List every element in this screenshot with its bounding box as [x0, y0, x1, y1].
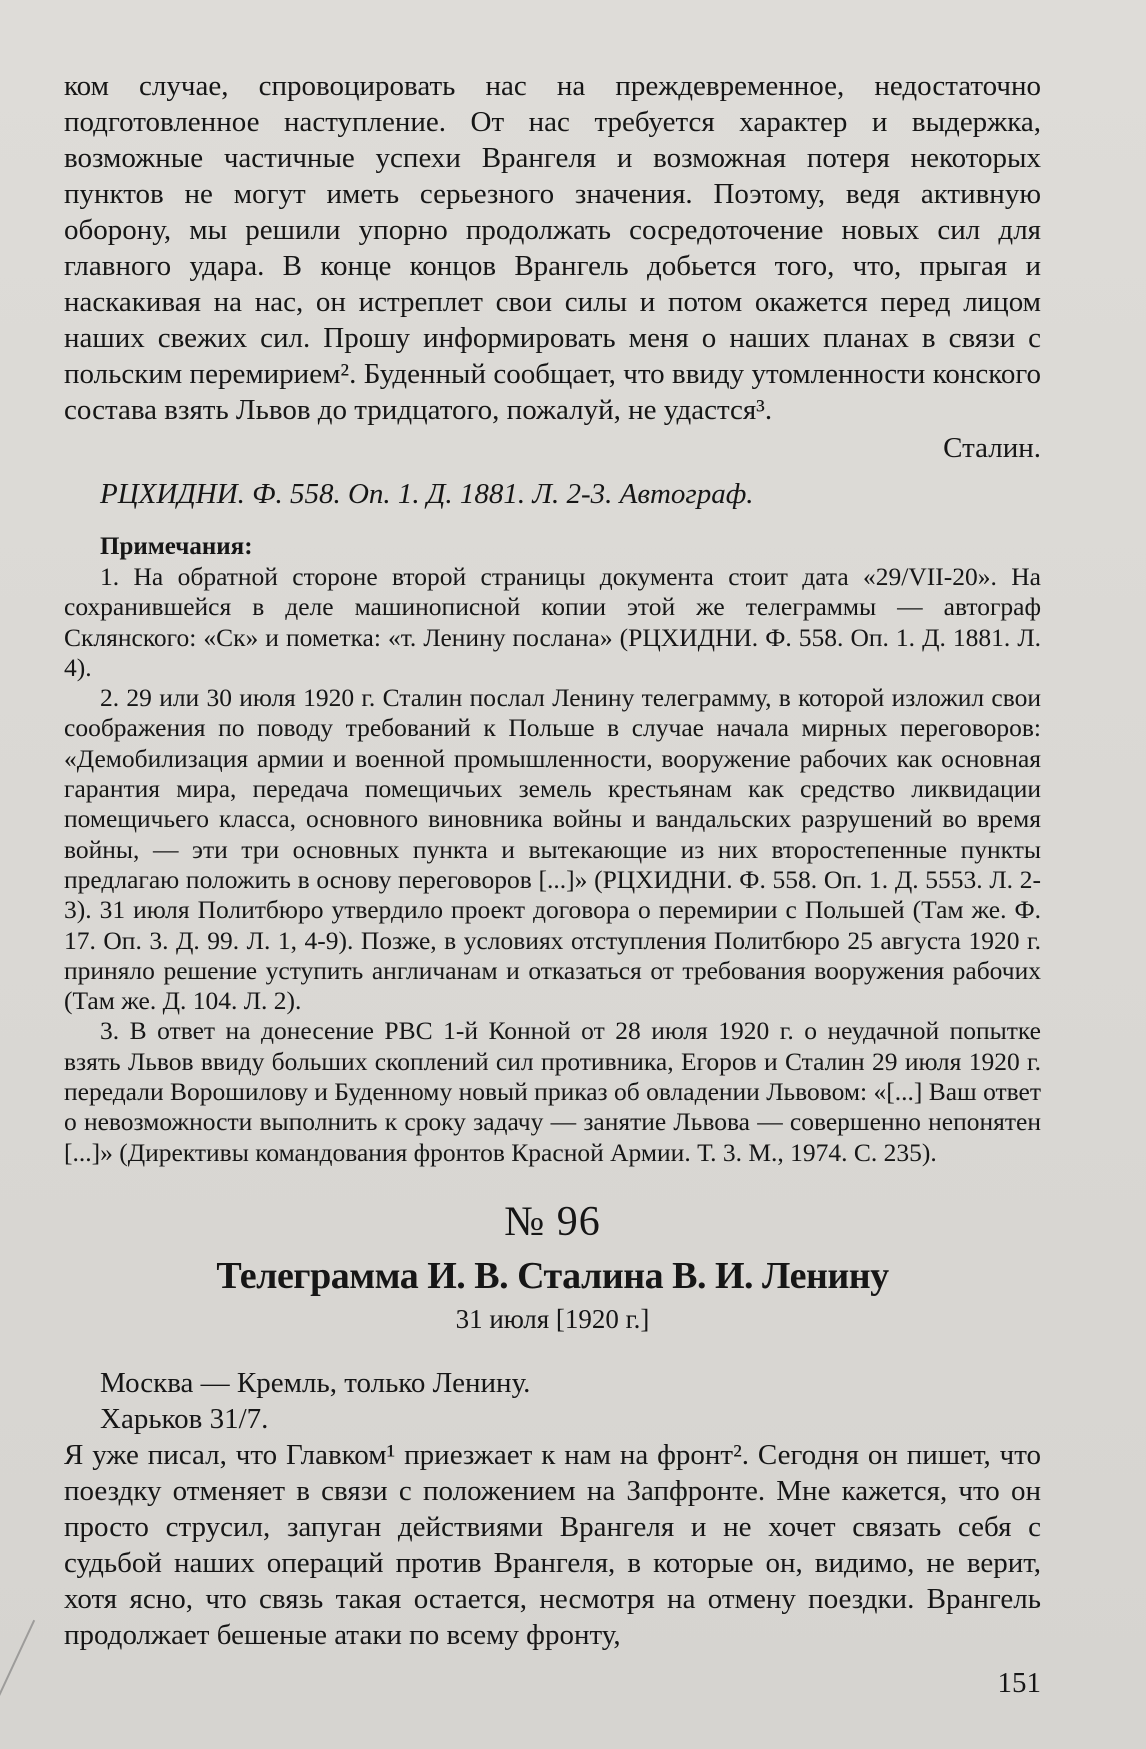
document-date: 31 июля [1920 г.] [455, 1303, 650, 1334]
telegram-opening-paragraph: Я уже писал, что Главком¹ приезжает к нам на фронт². Сегодня он пишет, что поездку отменяет в связи с положением на Запфронте. Мне кажется, что он просто струсил, запуган действиями Врангеля и не хочет связать себя с судьбой наших операций против Врангеля, в которые он, видимо, не верит, хотя ясно, что связь такая остается, несмотря на отмену поездки. Врангель продолжает бешеные атаки по всему фронту, [64, 1438, 1041, 1651]
address-line: Москва — Кремль, только Ленину. [100, 1366, 531, 1399]
signature: Сталин. [943, 432, 1041, 464]
note-1: 1. На обратной стороне второй страницы документа стоит дата «29/VII-20». На сохранившейся в деле машинописной копии этой же телеграммы — автограф Склянского: «Ск» и пометка: «т. Ленину послана» (РЦХИДНИ. Ф. 558. Оп. 1. Д. 1881. Л. 4). [64, 562, 1041, 682]
document-number: № 96 [504, 1198, 601, 1245]
note-2: 2. 29 или 30 июля 1920 г. Сталин послал Ленину телеграмму, в которой изложил свои соображения по поводу требований к Польше в случае начала мирных переговоров: «Демобилизация армии и военной промышленности, вооружение рабочих как основная гарантия мира, передача помещичьих земель крестьянам как средство ликвидации помещичьего класса, основного виновника войны и вандальских разрушений во время войны, — эти три основных пункта и вытекающие из них второстепенные пункты предлагаю положить в основу переговоров [...]» (РЦХИДНИ. Ф. 558. Оп. 1. Д. 5553. Л. 2-3). 31 июля Политбюро утвердило проект договора о перемирии с Польшей (Там же. Ф. 17. Оп. 3. Д. 99. Л. 1, 4-9). Позже, в условиях отступления Политбюро 25 августа 1920 г. приняло решение уступить англичанам и отказаться от требования вооружения рабочих (Там же. Д. 104. Л. 2). [64, 683, 1041, 1016]
continuation-paragraph: ком случае, спровоцировать нас на преждевременное, недостаточно подготовленное наступление. От нас требуется характер и выдержка, возможные частичные успехи Врангеля и возможная потеря некоторых пунктов не могут иметь серьезного значения. Поэтому, ведя активную оборону, мы решили упорно продолжать сосредоточение новых сил для главного удара. В конце концов Врангель добьется того, что, прыгая и наскакивая на нас, он истреплет свои силы и потом окажется перед лицом наших свежих сил. Прошу информировать меня о наших планах в связи с польским перемирием². Буденный сообщает, что ввиду утомленности конского состава взять Львов до тридцатого, пожалуй, не удастся³. [64, 70, 1041, 426]
continuation-text [64, 68, 1041, 428]
document-title: Телеграмма И. В. Сталина В. И. Ленину [216, 1254, 889, 1297]
telegram-text [64, 1437, 1041, 1653]
note-3: 3. В ответ на донесение РВС 1-й Конной от 28 июля 1920 г. о неудачной попытке взять Львов ввиду больших скоплений сил противника, Егоров и Сталин 29 июля 1920 г. передали Ворошилову и Буденному новый приказ об овладении Львовом: «[...] Ваш ответ о невозможности выполнить к сроку задачу — занятие Львова — совершенно непонятен [...]» (Директивы командования фронтов Красной Армии. Т. 3. М., 1974. С. 235). [64, 1016, 1041, 1167]
archive-reference: РЦХИДНИ. Ф. 558. Оп. 1. Д. 1881. Л. 2-3. Автограф. [100, 478, 754, 510]
notes-heading: Примечания: [100, 533, 253, 560]
scan-edge-mark [0, 1620, 35, 1721]
page-number: 151 [997, 1667, 1041, 1699]
place-date-line: Харьков 31/7. [100, 1402, 269, 1435]
notes-section [64, 532, 1041, 1168]
